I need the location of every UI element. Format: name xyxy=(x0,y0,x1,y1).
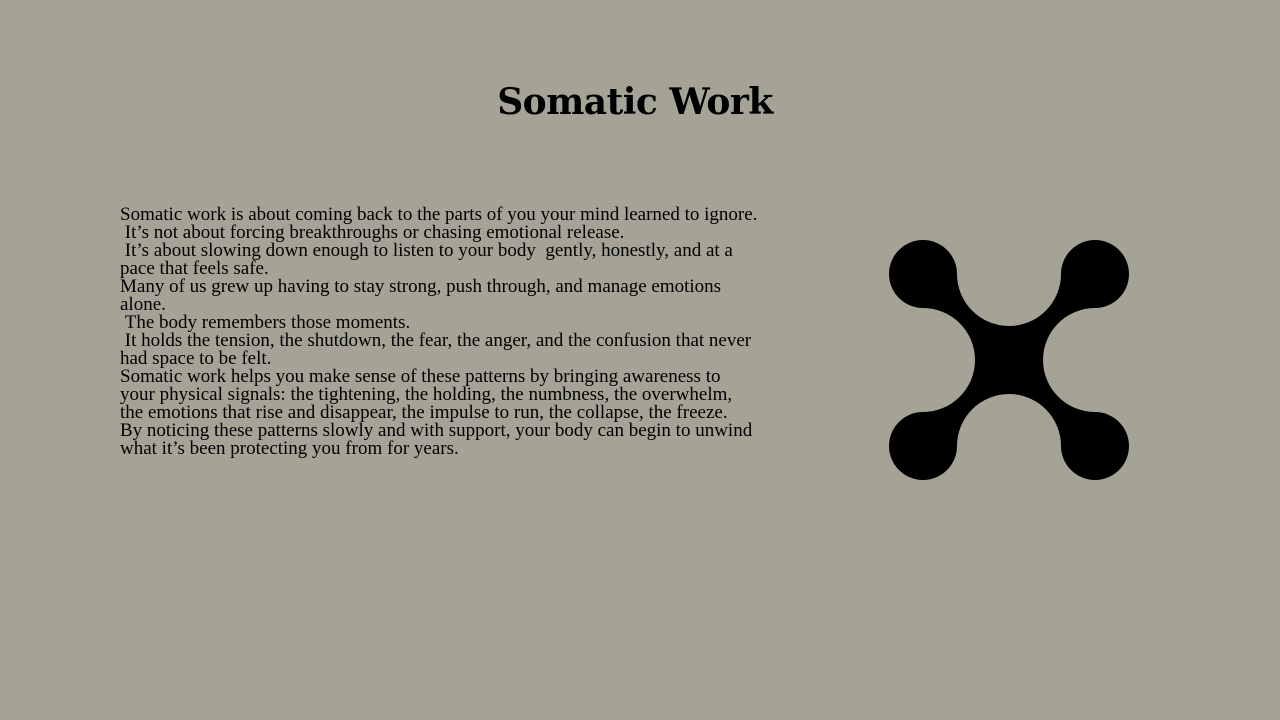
body-text xyxy=(120,206,760,458)
paragraph: It’s not about forcing breakthroughs or chasing emotional release. xyxy=(120,222,625,243)
cross-shape-svg xyxy=(889,240,1129,480)
paragraph: By noticing these patterns slowly and with support, your body can begin to unwind what it’s been protecting you from for years. xyxy=(120,420,757,459)
paragraph: It’s about slowing down enough to listen to your body gently, honestly, and at a pace that feels safe. xyxy=(120,240,738,279)
paragraph: Somatic work helps you make sense of these patterns by bringing awareness to your physical signals: the tightening, the holding, the numbness, the overwhelm, the emotions that rise and disappear, the impulse to run, the collapse, the freeze. xyxy=(120,366,737,423)
paragraph: The body remembers those moments. xyxy=(120,312,411,333)
cross-shape-icon xyxy=(889,240,1129,480)
paragraph: It holds the tension, the shutdown, the fear, the anger, and the confusion that never had space to be felt. xyxy=(120,330,756,369)
paragraph: Many of us grew up having to stay strong, push through, and manage emotions alone. xyxy=(120,276,726,315)
slide-title: Somatic Work xyxy=(497,81,773,123)
paragraph: Somatic work is about coming back to the parts of you your mind learned to ignore. xyxy=(120,204,758,225)
